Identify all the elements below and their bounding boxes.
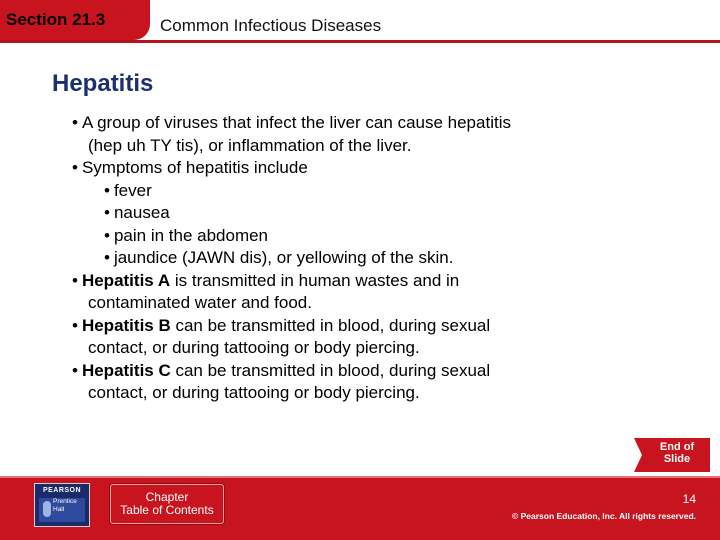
pearson-logo: PEARSON Prentice Hall — [34, 483, 90, 527]
bullet-line: • Hepatitis B can be transmitted in blood, during sexual — [72, 315, 491, 335]
bullet-line: • Hepatitis C can be transmitted in blood, during sexual — [72, 360, 491, 380]
bullet-line: • A group of viruses that infect the liver can cause hepatitis — [72, 113, 511, 132]
sub-bullet-line: • pain in the abdomen — [104, 225, 269, 245]
continuation-line: contact, or during tattooing or body piercing. — [88, 383, 420, 402]
sub-bullet-line: • jaundice (JAWN dis), or yellowing of the skin. — [104, 248, 454, 267]
section-subtitle: Common Infectious Diseases — [160, 16, 382, 35]
end-of-slide-button[interactable] — [634, 436, 710, 474]
page-number: 14 — [682, 492, 696, 506]
header-divider — [0, 40, 720, 43]
bullet-line: • Hepatitis A is transmitted in human wastes and in — [72, 270, 460, 290]
continuation-line: contact, or during tattooing or body piercing. — [88, 338, 420, 357]
section-label: Section 21.3 — [6, 10, 106, 29]
continuation-line: (hep uh TY tis), or inflammation of the liver. — [88, 135, 412, 155]
footer-bar — [0, 476, 720, 540]
slide-content — [72, 112, 662, 405]
section-tab — [0, 0, 150, 40]
prentice-hall-logo: Prentice Hall — [39, 498, 85, 522]
bullet-line: • Symptoms of hepatitis include — [72, 158, 308, 177]
sub-bullet-line: • nausea — [104, 203, 170, 222]
logo-mark-icon — [43, 501, 51, 517]
end-of-slide-label: End of Slide — [659, 441, 695, 465]
continuation-line: contaminated water and food. — [88, 293, 312, 312]
copyright-notice: © Pearson Education, Inc. All rights reserved. — [511, 511, 696, 521]
footer-highlight — [0, 476, 720, 478]
slide-title: Hepatitis — [52, 70, 154, 97]
sub-bullet-line: • fever — [104, 180, 152, 200]
chapter-toc-button[interactable] — [110, 484, 224, 524]
chapter-toc-label: Chapter Table of Contents — [120, 490, 214, 517]
